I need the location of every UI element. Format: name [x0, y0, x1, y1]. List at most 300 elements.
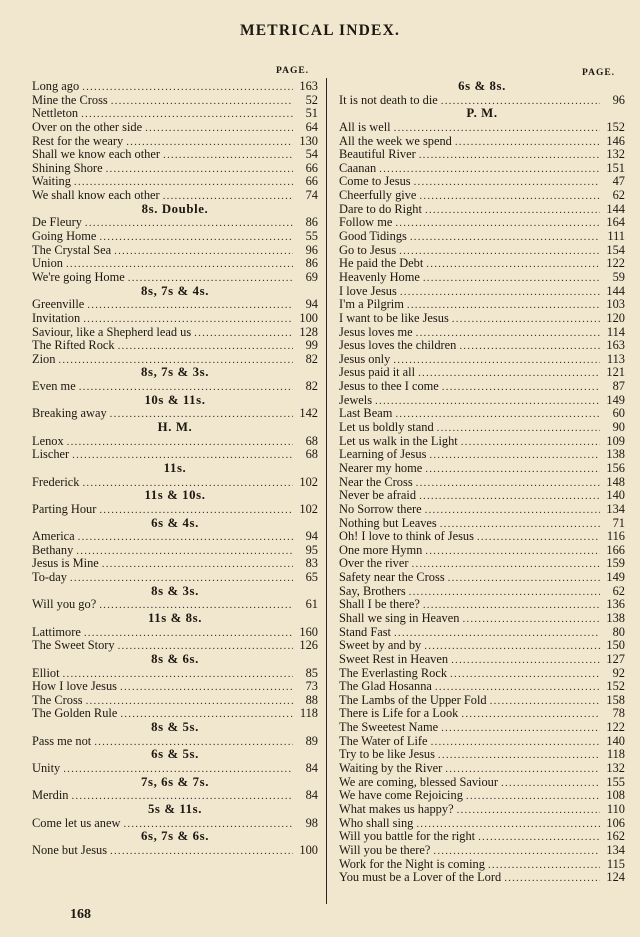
- page-ref: 115: [606, 856, 625, 871]
- dot-leader: [490, 695, 600, 709]
- index-entry: [339, 667, 625, 681]
- page-ref: 150: [606, 638, 625, 653]
- dot-leader: [429, 449, 600, 463]
- page-ref: 84: [305, 761, 318, 776]
- page-ref: 128: [299, 324, 318, 339]
- meter-heading: 8s, 7s & 4s.: [141, 283, 209, 298]
- hymn-title: Say, Brothers: [339, 583, 406, 598]
- dot-leader: [477, 531, 600, 545]
- dot-leader: [82, 81, 293, 95]
- page-ref: 116: [606, 529, 625, 544]
- meter-heading: 6s & 8s.: [458, 79, 506, 93]
- page-ref: 61: [305, 597, 318, 612]
- page-ref: 68: [305, 433, 318, 448]
- dot-leader: [461, 436, 600, 450]
- hymn-title: Dare to do Right: [339, 201, 422, 216]
- page-ref: 164: [606, 215, 625, 230]
- index-entry: [339, 735, 625, 749]
- dot-leader: [423, 272, 600, 286]
- hymn-title: One more Hymn: [339, 542, 423, 557]
- page-ref: 100: [299, 310, 318, 325]
- page-ref: 149: [606, 392, 625, 407]
- index-column-right: [339, 80, 625, 885]
- index-entry: [339, 366, 625, 380]
- page-ref: 68: [305, 447, 318, 462]
- index-entry: [339, 244, 625, 258]
- hymn-title: Shining Shore: [32, 160, 103, 175]
- index-entry: [32, 271, 318, 285]
- index-entry: [32, 244, 318, 258]
- index-entry: [32, 530, 318, 544]
- dot-leader: [451, 654, 600, 668]
- dot-leader: [424, 640, 600, 654]
- hymn-title: Lenox: [32, 433, 64, 448]
- dot-leader: [462, 613, 600, 627]
- index-entry: [339, 612, 625, 626]
- index-entry: [339, 789, 625, 803]
- page-ref: 149: [606, 570, 625, 585]
- index-entry: [339, 230, 625, 244]
- hymn-title: Breaking away: [32, 406, 107, 421]
- page-ref: 96: [612, 92, 625, 107]
- index-entry: [32, 476, 318, 490]
- hymn-title: You must be a Lover of the Lord: [339, 870, 502, 885]
- index-entry: [339, 653, 625, 667]
- hymn-title: Union: [32, 256, 63, 271]
- hymn-title: Long ago: [32, 79, 80, 93]
- dot-leader: [102, 558, 293, 572]
- hymn-title: The Cross: [32, 692, 83, 707]
- hymn-title: Try to be like Jesus: [339, 747, 435, 762]
- page-ref: 166: [606, 542, 625, 557]
- hymn-title: Will you go?: [32, 597, 97, 612]
- index-entry: [339, 148, 625, 162]
- index-entry: [339, 285, 625, 299]
- hymn-title: Parting Hour: [32, 501, 97, 516]
- page-ref: 122: [606, 256, 625, 271]
- page-ref: 144: [606, 201, 625, 216]
- dot-leader: [194, 327, 293, 341]
- dot-leader: [395, 217, 600, 231]
- index-entry: [339, 626, 625, 640]
- dot-leader: [478, 831, 600, 845]
- index-entry: [339, 503, 625, 517]
- hymn-title: Jesus to thee I come: [339, 379, 439, 394]
- page-ref: 121: [606, 365, 625, 380]
- page-ref: 158: [606, 692, 625, 707]
- page-ref: 152: [606, 679, 625, 694]
- dot-leader: [419, 190, 600, 204]
- page-ref: 59: [612, 269, 625, 284]
- hymn-title: Jesus is Mine: [32, 556, 99, 571]
- index-entry: [32, 667, 318, 681]
- hymn-title: How I love Jesus: [32, 679, 118, 694]
- meter-heading: 8s & 3s.: [151, 583, 199, 598]
- hymn-title: The Everlasting Rock: [339, 665, 448, 680]
- dot-leader: [410, 231, 600, 245]
- dot-leader: [409, 586, 600, 600]
- page-ref: 95: [305, 542, 318, 557]
- dot-leader: [504, 872, 600, 886]
- page-ref: 96: [305, 242, 318, 257]
- index-entry: [32, 257, 318, 271]
- hymn-title: Safety near the Cross: [339, 570, 445, 585]
- meter-heading: 11s.: [163, 460, 187, 475]
- hymn-title: To-day: [32, 570, 67, 585]
- index-entry: [32, 639, 318, 653]
- hymn-title: I want to be like Jesus: [339, 310, 449, 325]
- page-ref: 47: [612, 174, 625, 189]
- index-entry: [32, 680, 318, 694]
- hymn-title: Jesus loves the children: [339, 338, 457, 353]
- dot-leader: [425, 204, 600, 218]
- hymn-title: Rest for the weary: [32, 133, 124, 148]
- page-ref: 106: [606, 815, 625, 830]
- hymn-title: Last Beam: [339, 406, 393, 421]
- hymn-title: Come to Jesus: [339, 174, 411, 189]
- page-ref: 140: [606, 488, 625, 503]
- index-entry: [32, 189, 318, 203]
- page-ref: 136: [606, 597, 625, 612]
- hymn-title: He paid the Debt: [339, 256, 424, 271]
- index-entry: [339, 721, 625, 735]
- dot-leader: [110, 845, 293, 859]
- page-ref: 163: [299, 79, 318, 93]
- meter-heading: 7s, 6s & 7s.: [141, 774, 209, 789]
- page-ref: 69: [305, 269, 318, 284]
- page-ref: 89: [305, 733, 318, 748]
- hymn-title: Will you be there?: [339, 842, 431, 857]
- index-entry: [339, 203, 625, 217]
- index-entry: [339, 353, 625, 367]
- dot-leader: [452, 313, 600, 327]
- hymn-title: Heavenly Home: [339, 269, 420, 284]
- page-ref: 92: [612, 665, 625, 680]
- index-entry: [339, 94, 625, 108]
- hymn-title: Going Home: [32, 229, 97, 244]
- hymn-title: The Water of Life: [339, 733, 428, 748]
- hymn-title: The Golden Rule: [32, 706, 118, 721]
- dot-leader: [450, 668, 600, 682]
- index-entry: [339, 421, 625, 435]
- hymn-title: It is not death to die: [339, 92, 438, 107]
- page-ref: 162: [606, 829, 625, 844]
- index-entry: [32, 435, 318, 449]
- meter-heading: 11s & 8s.: [147, 610, 203, 625]
- page-ref: 148: [606, 474, 625, 489]
- page-ref: 102: [299, 501, 318, 516]
- hymn-title: Shall we sing in Heaven: [339, 610, 460, 625]
- dot-leader: [394, 627, 600, 641]
- dot-leader: [163, 149, 293, 163]
- hymn-title: No Sorrow there: [339, 501, 422, 516]
- page-ref: 51: [305, 106, 318, 121]
- hymn-title: Waiting by the River: [339, 761, 443, 776]
- hymn-title: We're going Home: [32, 269, 125, 284]
- hymn-title: There is Life for a Look: [339, 706, 459, 721]
- index-entry: [32, 817, 318, 831]
- hymn-title: Over on the other side: [32, 119, 143, 134]
- index-entry: [339, 380, 625, 394]
- index-entry: [32, 94, 318, 108]
- dot-leader: [120, 708, 293, 722]
- hymn-title: De Fleury: [32, 215, 82, 230]
- page-ref: 111: [607, 229, 625, 244]
- hymn-title: Saviour, like a Shepherd lead us: [32, 324, 192, 339]
- page-ref: 155: [606, 774, 625, 789]
- dot-leader: [437, 422, 600, 436]
- dot-leader: [416, 477, 600, 491]
- index-entry: [32, 789, 318, 803]
- index-entry: [32, 544, 318, 558]
- page-ref: 151: [606, 160, 625, 175]
- hymn-title: Shall I be there?: [339, 597, 420, 612]
- meter-heading: 8s, 7s & 3s.: [141, 365, 209, 380]
- page-column-label-left: PAGE.: [276, 66, 310, 76]
- index-entry: [339, 844, 625, 858]
- index-entry: [32, 735, 318, 749]
- dot-leader: [425, 463, 600, 477]
- index-entry: [339, 871, 625, 885]
- page-ref: 102: [299, 474, 318, 489]
- page-ref: 138: [606, 447, 625, 462]
- index-entry: [32, 107, 318, 121]
- index-entry: [32, 312, 318, 326]
- page-ref: 74: [305, 188, 318, 203]
- index-entry: [339, 544, 625, 558]
- dot-leader: [466, 790, 600, 804]
- page-ref: 134: [606, 842, 625, 857]
- hymn-title: Learning of Jesus: [339, 447, 427, 462]
- page-ref: 130: [299, 133, 318, 148]
- page-ref: 82: [305, 379, 318, 394]
- hymn-title: Bethany: [32, 542, 74, 557]
- page-ref: 55: [305, 229, 318, 244]
- index-entry: [339, 598, 625, 612]
- hymn-title: The Glad Hosanna: [339, 679, 432, 694]
- index-entry: [339, 326, 625, 340]
- hymn-title: Invitation: [32, 310, 81, 325]
- dot-leader: [145, 122, 293, 136]
- index-entry: [339, 694, 625, 708]
- meter-heading: 6s & 4s.: [151, 515, 199, 530]
- hymn-title: Good Tidings: [339, 229, 407, 244]
- page-ref: 86: [305, 256, 318, 271]
- index-entry: [339, 476, 625, 490]
- page-ref: 132: [606, 761, 625, 776]
- page-ref: 114: [606, 324, 625, 339]
- hymn-title: Jesus paid it all: [339, 365, 416, 380]
- page-ref: 87: [612, 379, 625, 394]
- index-entry: [32, 844, 318, 858]
- hymn-title: Let us boldly stand: [339, 420, 434, 435]
- hymn-title: The Rifted Rock: [32, 338, 115, 353]
- index-entry: [339, 830, 625, 844]
- page-ref: 122: [606, 720, 625, 735]
- hymn-title: Stand Fast: [339, 624, 391, 639]
- hymn-title: Elliot: [32, 665, 60, 680]
- column-divider: [326, 78, 327, 904]
- page-ref: 83: [305, 556, 318, 571]
- index-entry: [339, 817, 625, 831]
- hymn-title: Merdin: [32, 788, 69, 803]
- page-ref: 90: [612, 420, 625, 435]
- hymn-title: Zion: [32, 351, 56, 366]
- index-entry: [339, 680, 625, 694]
- index-entry: [339, 776, 625, 790]
- dot-leader: [425, 504, 600, 518]
- page-ref: 86: [305, 215, 318, 230]
- dot-leader: [111, 95, 293, 109]
- page-ref: 132: [606, 147, 625, 162]
- meter-heading: 5s & 11s.: [147, 801, 203, 816]
- hymn-title: We shall know each other: [32, 188, 160, 203]
- page-ref: 94: [305, 297, 318, 312]
- index-entry: [32, 407, 318, 421]
- hymn-title: I love Jesus: [339, 283, 397, 298]
- page-ref: 73: [305, 679, 318, 694]
- dot-leader: [400, 286, 600, 300]
- index-entry: [339, 517, 625, 531]
- dot-leader: [459, 340, 600, 354]
- hymn-title: Sweet by and by: [339, 638, 422, 653]
- meter-heading: 10s & 11s.: [144, 392, 206, 407]
- meter-heading: 11s & 10s.: [144, 488, 206, 503]
- hymn-title: The Sweetest Name: [339, 720, 439, 735]
- page-ref: 78: [612, 706, 625, 721]
- page-ref: 84: [305, 788, 318, 803]
- dot-leader: [418, 367, 600, 381]
- hymn-title: Sweet Rest in Heaven: [339, 651, 449, 666]
- hymn-title: Nothing but Leaves: [339, 515, 437, 530]
- dot-leader: [441, 722, 600, 736]
- page-ref: 152: [606, 119, 625, 134]
- page-ref: 52: [305, 92, 318, 107]
- hymn-title: We have come Rejoicing: [339, 788, 463, 803]
- hymn-title: Frederick: [32, 474, 80, 489]
- page-ref: 62: [612, 188, 625, 203]
- dot-leader: [78, 531, 293, 545]
- page-ref: 88: [305, 692, 318, 707]
- hymn-title: Unity: [32, 761, 61, 776]
- page-ref: 82: [305, 351, 318, 366]
- dot-leader: [441, 95, 600, 109]
- index-entry: [339, 858, 625, 872]
- dot-leader: [99, 231, 293, 245]
- meter-heading: 8s. Double.: [141, 201, 209, 216]
- page-ref: 118: [299, 706, 318, 721]
- index-entry: [339, 257, 625, 271]
- index-entry: [339, 762, 625, 776]
- index-entry: [32, 80, 318, 94]
- hymn-title: Over the river: [339, 556, 409, 571]
- hymn-title: Come let us anew: [32, 815, 121, 830]
- dot-leader: [106, 163, 293, 177]
- page-ref: 66: [305, 160, 318, 175]
- index-entry: [339, 530, 625, 544]
- hymn-title: Jesus loves me: [339, 324, 413, 339]
- dot-leader: [501, 777, 600, 791]
- dot-leader: [399, 245, 600, 259]
- index-entry: [32, 694, 318, 708]
- index-entry: [32, 326, 318, 340]
- index-entry: [339, 162, 625, 176]
- dot-leader: [118, 640, 293, 654]
- dot-leader: [461, 708, 600, 722]
- page-ref: 85: [305, 665, 318, 680]
- dot-leader: [425, 545, 600, 559]
- page-ref: 80: [612, 624, 625, 639]
- hymn-title: Oh! I love to think of Jesus: [339, 529, 474, 544]
- page-ref: 124: [606, 870, 625, 885]
- hymn-title: Pass me not: [32, 733, 92, 748]
- index-entry: [32, 175, 318, 189]
- dot-leader: [375, 395, 600, 409]
- index-entry: [32, 353, 318, 367]
- index-entry: [339, 339, 625, 353]
- page-ref: 160: [299, 624, 318, 639]
- page-ref: 109: [606, 433, 625, 448]
- hymn-title: Beautiful River: [339, 147, 416, 162]
- index-entry: [339, 407, 625, 421]
- index-entry: [339, 489, 625, 503]
- page-ref: 103: [606, 297, 625, 312]
- dot-leader: [414, 176, 600, 190]
- dot-leader: [110, 408, 293, 422]
- page-ref: 94: [305, 529, 318, 544]
- page-ref: 126: [299, 638, 318, 653]
- dot-leader: [455, 136, 600, 150]
- hymn-title: The Crystal Sea: [32, 242, 112, 257]
- hymn-title: Near the Cross: [339, 474, 413, 489]
- index-entry: [339, 748, 625, 762]
- index-entry: [339, 312, 625, 326]
- page-ref: 154: [606, 242, 625, 257]
- dot-leader: [448, 572, 600, 586]
- index-entry: [32, 557, 318, 571]
- index-entry: [339, 707, 625, 721]
- hymn-title: Nettleton: [32, 106, 79, 121]
- dot-leader: [438, 749, 600, 763]
- hymn-title: Never be afraid: [339, 488, 417, 503]
- page-ref: 120: [606, 310, 625, 325]
- index-entry: [339, 121, 625, 135]
- meter-heading: H. M.: [157, 420, 193, 435]
- page-ref: 163: [606, 338, 625, 353]
- index-entry: [32, 162, 318, 176]
- index-entry: [32, 626, 318, 640]
- hymn-title: Who shall sing: [339, 815, 414, 830]
- index-entry: [339, 571, 625, 585]
- hymn-title: Work for the Night is coming: [339, 856, 485, 871]
- index-entry: [339, 271, 625, 285]
- page-ref: 144: [606, 283, 625, 298]
- index-entry: [339, 189, 625, 203]
- hymn-title: Go to Jesus: [339, 242, 397, 257]
- hymn-title: Jesus only: [339, 351, 391, 366]
- hymn-title: Lattimore: [32, 624, 81, 639]
- hymn-title: Shall we know each other: [32, 147, 160, 162]
- dot-leader: [457, 804, 600, 818]
- dot-leader: [120, 681, 293, 695]
- dot-leader: [84, 627, 293, 641]
- page-ref: 113: [606, 351, 625, 366]
- index-entry: [32, 148, 318, 162]
- hymn-title: We are coming, blessed Saviour: [339, 774, 499, 789]
- page-ref: 108: [606, 788, 625, 803]
- page-ref: 110: [606, 801, 625, 816]
- index-entry: [32, 216, 318, 230]
